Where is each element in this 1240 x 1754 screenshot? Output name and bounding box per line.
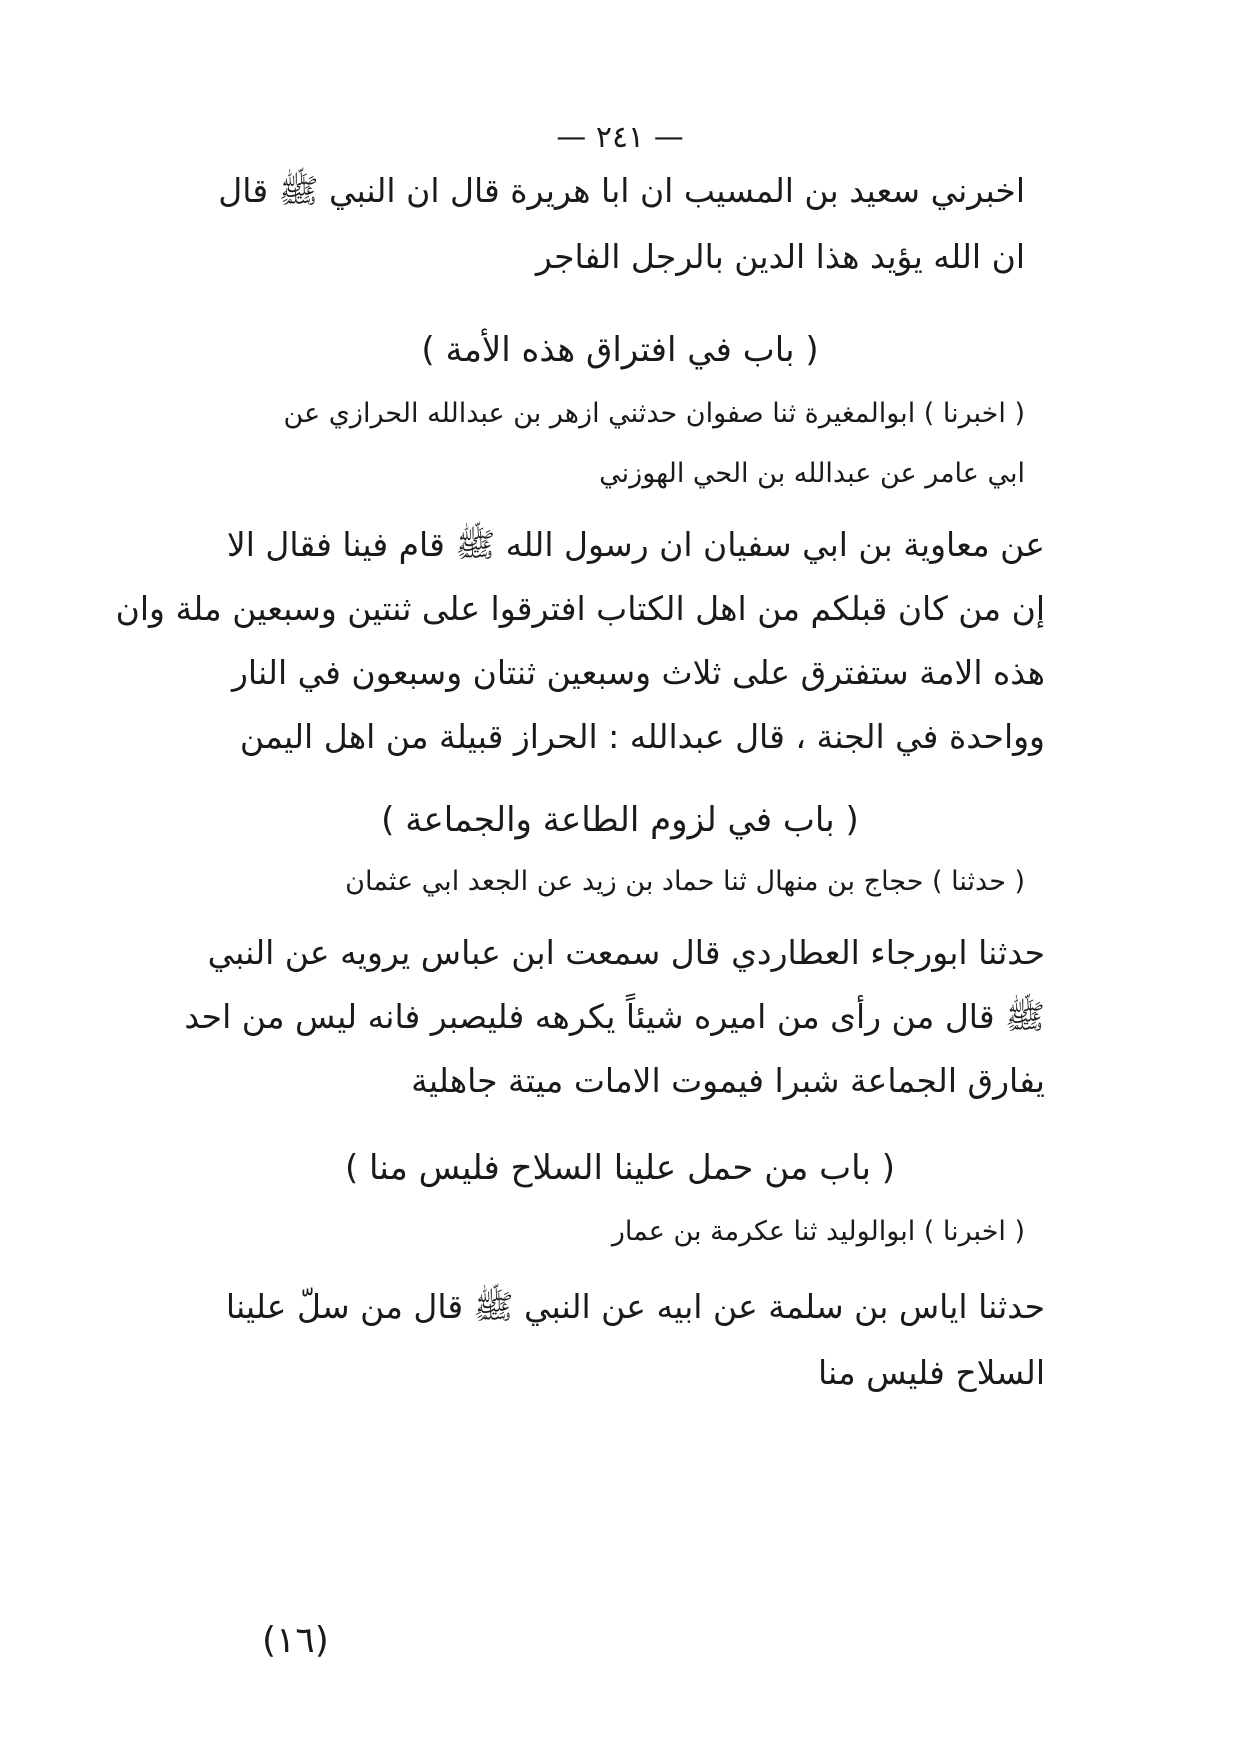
text-line: هذه الامة ستفترق على ثلاث وسبعين ثنتان وسبعون في النار	[231, 653, 1045, 692]
isnad-line: ( اخبرنا ) ابوالمغيرة ثنا صفوان حدثني ازهر بن عبدالله الحرازي عن	[283, 398, 1025, 429]
signature-mark: (١٦)	[262, 1620, 329, 1661]
section-heading: ( باب في افتراق هذه الأمة )	[421, 330, 819, 370]
text-line: حدثنا اياس بن سلمة عن ابيه عن النبي ﷺ قال من سلّ علينا	[225, 1287, 1045, 1326]
text-line: حدثنا ابورجاء العطاردي قال سمعت ابن عباس يرويه عن النبي	[207, 933, 1045, 972]
text-line: يفارق الجماعة شبرا فيموت الامات ميتة جاهلية	[411, 1061, 1045, 1100]
text-line: اخبرني سعيد بن المسيب ان ابا هريرة قال ان النبي ﷺ قال	[218, 171, 1025, 210]
text-line: ﷺ قال من رأى من اميره شيئاً يكرهه فليصبر فانه ليس من احد	[184, 997, 1045, 1036]
text-line: وواحدة في الجنة ، قال عبدالله : الحراز قبيلة من اهل اليمن	[239, 717, 1045, 756]
text-line: السلاح فليس منا	[817, 1353, 1045, 1392]
text-line: إن من كان قبلكم من اهل الكتاب افترقوا على ثنتين وسبعين ملة وان	[115, 589, 1045, 628]
page-number: — ٢٤١ —	[556, 120, 684, 155]
section-heading: ( باب من حمل علينا السلاح فليس منا )	[344, 1148, 896, 1188]
text-line: ان الله يؤيد هذا الدين بالرجل الفاجر	[535, 237, 1025, 276]
isnad-line: ابي عامر عن عبدالله بن الحي الهوزني	[599, 458, 1025, 489]
isnad-line: ( اخبرنا ) ابوالوليد ثنا عكرمة بن عمار	[611, 1216, 1025, 1247]
isnad-line: ( حدثنا ) حجاج بن منهال ثنا حماد بن زيد عن الجعد ابي عثمان	[345, 866, 1025, 897]
section-heading: ( باب في لزوم الطاعة والجماعة )	[381, 800, 859, 840]
text-line: عن معاوية بن ابي سفيان ان رسول الله ﷺ قام فينا فقال الا	[226, 525, 1045, 564]
